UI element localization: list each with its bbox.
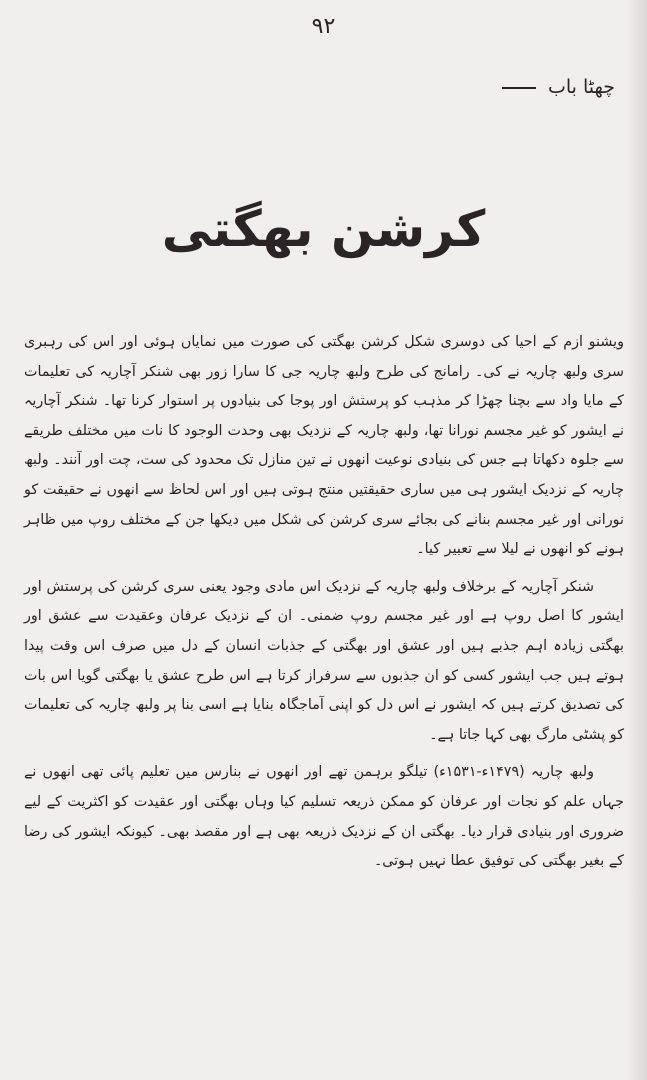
chapter-heading (502, 76, 615, 98)
chapter-rule-divider (502, 87, 536, 89)
chapter-title: کرشن بھگتی (161, 200, 486, 258)
paragraph-2: شنکر آچاریہ کے برخلاف ولبھ چاریہ کے نزدیک اس مادی وجود یعنی سری کرشن کی پرستش اور ایشور کا اصل روپ ہے اور غیر مجسم روپ ضمنی۔ ان کے نزدیک عرفان وعقیدت سے عشق اور بھگتی زیادہ اہم جذبے ہیں اور عشق اور بھگتی کے جذبات انسان کے دل میں صرف اس وقت پیدا ہوتے ہیں جب ایشور کسی کو ان جذبوں سے سرفراز کرتا ہے اس طرح عشق یا بھگتی گویا اس بات کی تصدیق کرتے ہیں کہ ایشور نے اس دل کو اپنی آماجگاہ بنایا ہے اسی بنا پر ولبھ چاریہ کی تعلیمات کو پشٹی مارگ بھی کہا جاتا ہے۔ (24, 578, 624, 743)
chapter-label-text: چھٹا باب (547, 76, 615, 98)
body-text (24, 328, 624, 877)
paragraph-1: ویشنو ازم کے احیا کی دوسری شکل کرشن بھگتی کی صورت میں نمایاں ہوئی اور اس کی رہبری سری ولبھ چاریہ نے کی۔ رامانج کی طرح ولبھ چاریہ جی کا سارا زور بھی شنکر آچاریہ کی تعلیمات کے مایا واد سے بچنا چھڑا کر مذہب کو پرستش اور پوجا کی بنیادوں پر استوار کرنا تھا۔ شنکر آچاریہ نے ایشور کو غیر مجسم نورانا تھا، ولبھ چاریہ کے نزدیک بھی وحدت الوجود کا نات میں مختلف طریقے سے جلوہ دکھاتا ہے جس کی بنیادی نوعیت انھوں نے تین منازل تک محدود کی ست، چت اور آنند۔ ولبھ چاریہ کے نزدیک ایشور ہی میں ساری حقیقتیں منتج ہوتی ہیں اور اس لحاظ سے انھوں نے حقیقت کو نورانی اور غیر مجسم بنانے کی بجائے سری کرشن کی شکل میں دیکھا جن کے مختلف روپ میں ظاہر ہونے کو انھوں نے لیلا سے تعبیر کیا۔ (24, 334, 624, 558)
page-edge-shadow (627, 0, 647, 1080)
page-number: ۹۲ (311, 14, 336, 39)
paragraph-3: ولبھ چاریہ (۱۴۷۹ء-۱۵۳۱ء) تیلگو برہمن تھے اور انھوں نے بنارس میں تعلیم پائی تھی انھوں نے جہاں علم کو نجات اور عرفان کو ممکن ذریعہ تسلیم کیا وہاں بھگتی اور عقیدت کو اکثریت کے لیے ضروری اور بنیادی قرار دیا۔ بھگتی ان کے نزدیک ذریعہ بھی ہے اور مقصد بھی۔ کیونکہ ایشور کی رضا کے بغیر بھگتی کی توفیق عطا نہیں ہوتی۔ (24, 764, 624, 870)
